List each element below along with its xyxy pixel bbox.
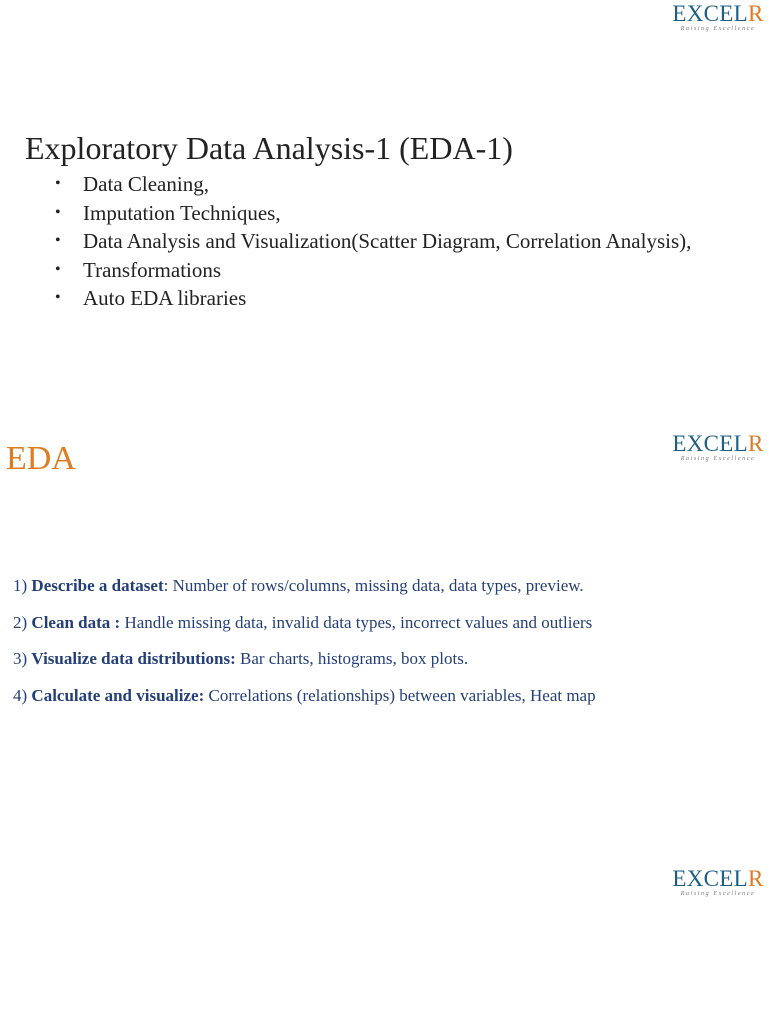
step-text: Bar charts, histograms, box plots. (235, 649, 469, 668)
topic-item (55, 199, 695, 228)
eda-step (13, 568, 763, 605)
slide-1 (0, 0, 768, 380)
eda-step (13, 641, 763, 678)
topic-text: Transformations (83, 257, 222, 282)
step-label: Describe a dataset (31, 576, 164, 595)
step-text: Handle missing data, invalid data types, incorrect values and outliers (120, 612, 593, 632)
excelr-logo (670, 2, 766, 32)
logo-tagline: Raising Excellence (680, 891, 756, 897)
logo-word-accent: R (747, 866, 764, 891)
bullet-icon: • (55, 260, 61, 278)
deck-title: Exploratory Data Analysis-1 (EDA-1) (25, 130, 513, 166)
topic-text: Imputation Techniques, (83, 200, 281, 225)
topic-item (55, 284, 695, 313)
step-text: Correlations (relationships) between variables, Heat map (204, 685, 596, 705)
logo-tagline: Raising Excellence (680, 26, 756, 32)
logo-wordmark (670, 2, 766, 25)
topic-item (55, 227, 695, 256)
logo-word-main: EXCEL (672, 431, 748, 456)
step-number: 1) (13, 576, 28, 595)
eda-steps-list (13, 568, 763, 714)
topic-text: Data Cleaning, (83, 172, 209, 196)
step-label: Calculate and visualize: (31, 685, 205, 705)
bullet-icon: • (55, 232, 61, 249)
step-label: Visualize data distributions: (31, 649, 236, 668)
topic-text: Auto EDA libraries (83, 286, 247, 310)
step-text: : Number of rows/columns, missing data, data types, preview. (163, 576, 584, 595)
bullet-icon: • (55, 175, 61, 192)
slide-3 (0, 840, 768, 1024)
logo-wordmark (670, 432, 766, 455)
eda-step (13, 678, 763, 715)
bullet-icon: • (55, 289, 61, 306)
logo-word-main: EXCEL (672, 866, 748, 891)
bullet-icon: • (55, 203, 61, 221)
topic-list (55, 170, 695, 313)
slide-2 (0, 410, 768, 830)
logo-wordmark (670, 867, 766, 890)
logo-word-accent: R (747, 1, 764, 26)
step-label: Clean data : (31, 612, 121, 632)
step-number: 2) (13, 612, 28, 632)
topic-text: Data Analysis and Visualization(Scatter Diagram, Correlation Analysis), (83, 229, 692, 253)
excelr-logo (670, 432, 766, 462)
topic-item (55, 256, 695, 285)
step-number: 4) (13, 685, 28, 705)
logo-word-main: EXCEL (672, 1, 748, 26)
logo-word-accent: R (747, 431, 764, 456)
step-number: 3) (13, 649, 28, 668)
eda-heading: EDA (6, 440, 76, 477)
logo-tagline: Raising Excellence (680, 456, 756, 462)
topic-item (55, 170, 695, 199)
eda-step (13, 605, 763, 642)
excelr-logo (670, 867, 766, 897)
